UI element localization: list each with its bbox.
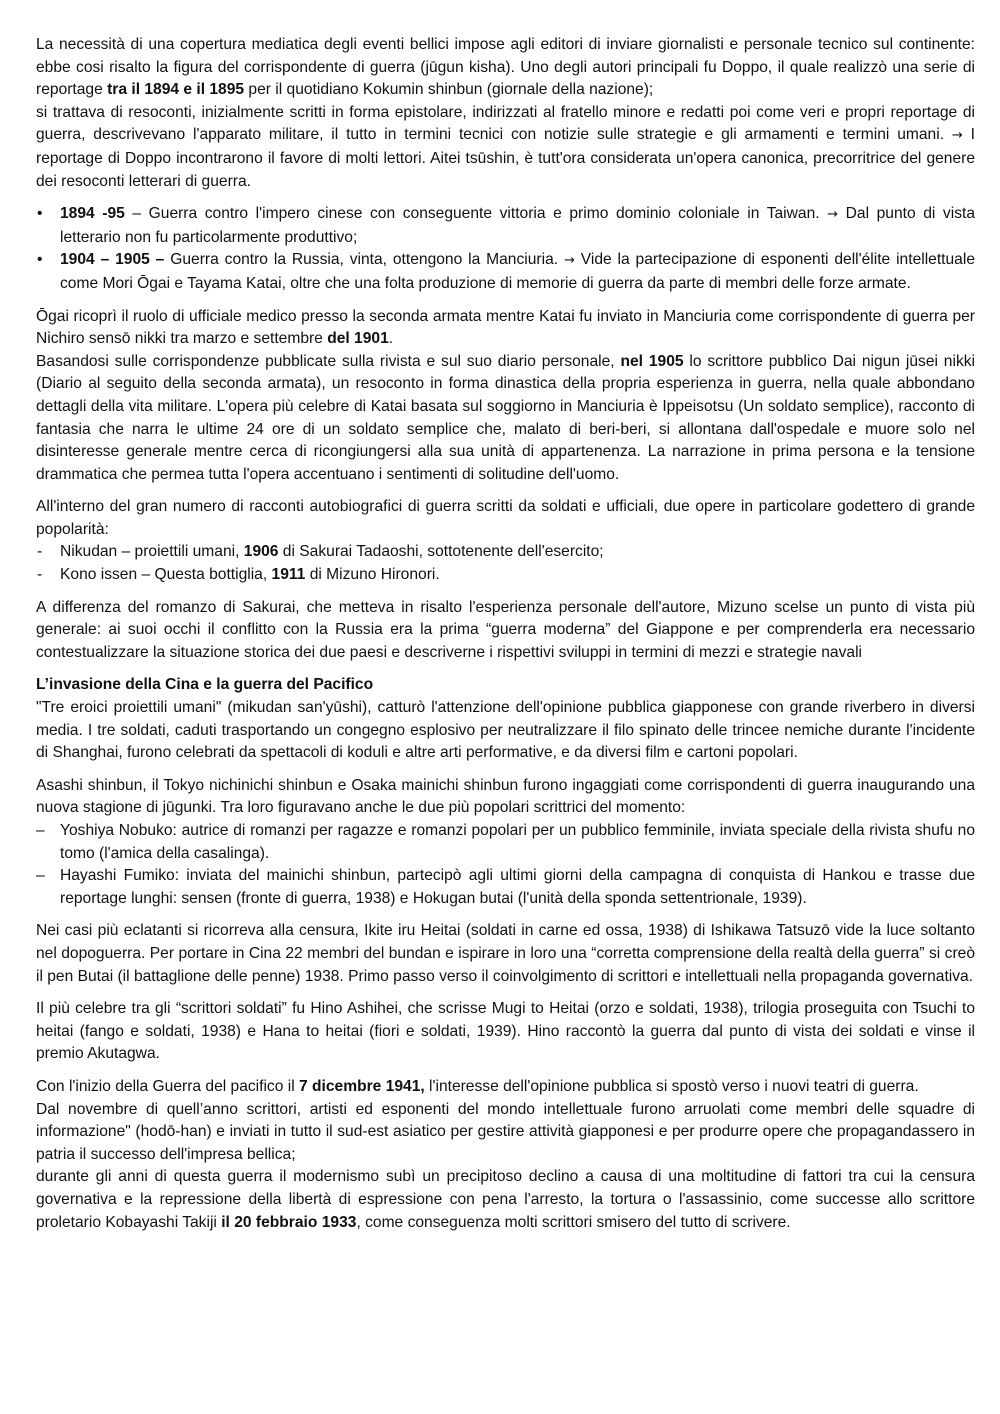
section-heading: L’invasione della Cina e la guerra del Pacifico — [36, 676, 374, 694]
paragraph-mizuno: A differenza del romanzo di Sakurai, che metteva in risalto l'esperienza personale dell'autore, Mizuno scelse un punto di vista più generale: ai suoi occhi il conflitto con la Russia era la prima “guerra moderna” del Giappone e per comprenderla era necessario contestualizzare la situazione storica dei due paesi e descriverne i rispettivi sviluppi in termini di mezzi e strategie navali — [36, 598, 975, 661]
text: per il quotidiano Kokumin shinbun (giornale della nazione); — [244, 81, 654, 99]
bold-year: 1911 — [271, 566, 306, 584]
list-item-hayashi-fumiko: – Hayashi Fumiko: inviata del mainichi shinbun, partecipò agli ultimi giorni della campagna di conquista di Hankou e trasse due reportage lunghi: sensen (fronte di guerra, 1938) e Hokugan butai (l'unità della sponda settentrionale, 1939). — [36, 865, 975, 910]
arrow-icon: → — [563, 253, 575, 269]
paragraph-modernism-decline — [36, 1166, 975, 1234]
works-list — [36, 541, 975, 586]
bold-years: 1894 -95 — [60, 205, 125, 223]
paragraph-autobiographies: All'interno del gran numero di racconti autobiografici di guerra scritti da soldati e ufficiali, due opere in particolare godettero di grande popolarità: — [36, 498, 975, 538]
text: Ōgai ricoprì il ruolo di ufficiale medico presso la seconda armata mentre Katai fu inviato in Manciuria come corrispondente di guerra per Nichiro sensō nikki tra marzo e settembre — [36, 307, 975, 348]
text: Dal punto di vista letterario non fu particolarmente produttivo; — [60, 205, 975, 246]
bold-date: nel 1905 — [620, 352, 684, 370]
bold-date: del 1901 — [327, 330, 389, 348]
paragraph-censorship: Nei casi più eclatanti si ricorreva alla censura, Ikite iru Heitai (soldati in carne ed ossa, 1938) di Ishikawa Tatsuzō vide la luce soltanto nel dopoguerra. Per portare in Cina 22 membri del bundan e ispirare in loro una “corretta comprensione della realtà della guerra” si creò il pen Butai (il battaglione delle penne) 1938. Primo passo verso il coinvolgimento di scrittori e intellettuali nella propaganda governativa. — [36, 922, 975, 985]
paragraph-correspondents-intro — [36, 34, 975, 102]
bold-date: 7 dicembre 1941, — [299, 1077, 425, 1095]
text: durante gli anni di questa guerra il modernismo subì un precipitoso declino a causa di una moltitudine di fattori tra cui la censura governativa e la repressione della libertà di espressione con pena l'arresto, la tortura o l'assassinio, come successe allo scrittore proletario Kobayashi Takiji — [36, 1168, 975, 1231]
writers-list — [36, 820, 975, 910]
list-item-russo-japanese-war — [36, 249, 975, 295]
text: Con l'inizio della Guerra del pacifico il — [36, 1077, 299, 1095]
text: si trattava di resoconti, inizialmente scritti in forma epistolare, indirizzati al fratello minore e redatti poi come veri e propri reportage di guerra, descrivevano l'apparato militare, il tutto in termini tecnici con notizie sulle strategie e gli armamenti e termini umani. — [36, 103, 975, 144]
paragraph-information-squads: Dal novembre di quell’anno scrittori, artisti ed esponenti del mondo intellettuale furono arruolati come membri delle squadre di informazione" (hodō-han) e inviati in tutto il sud-est asiatico per gestire attività giapponesi e per produrre opere che propagandassero in patria il successo dell'impresa bellica; — [36, 1100, 975, 1163]
text: . — [388, 330, 394, 348]
paragraph-doppo-reportage — [36, 102, 975, 193]
text: Vide la partecipazione di esponenti dell'élite intellettuale come Mori Ōgai e Tayama Katai, oltre che una folta produzione di memorie di guerra da parte di membri delle forze armate. — [60, 251, 975, 292]
paragraph-hino-ashihei: Il più celebre tra gli “scrittori soldati” fu Hino Ashihei, che scrisse Mugi to Heitai (orzo e soldati, 1938), trilogia proseguita con Tsuchi to heitai (fango e soldati, 1938) e Hana to heitai (fiori e soldati, 1939). Hino raccontò la guerra dal punto di vista dei soldati e vinse il premio Akutagwa. — [36, 1000, 975, 1063]
text: Guerra contro la Russia, vinta, ottengono la Manciuria. — [164, 251, 564, 269]
bold-date: tra il 1894 e il 1895 — [107, 81, 245, 99]
paragraph-three-heroes: "Tre eroici proiettili umani" (mikudan san'yūshi), catturò l'attenzione dell'opinione pubblica giapponese con grande riverbero in diversi media. I tre soldati, caduti trasportando un congegno esplosivo per neutralizzare il filo spinato delle trincee nemiche durante l'incidente di Shanghai, furono celebrati da spettacoli di koduli e altre arti performative, e da diversi film e cartoni popolari. — [36, 699, 975, 762]
wars-list — [36, 203, 975, 295]
bold-years: 1904 – 1905 – — [60, 251, 165, 269]
paragraph-katai-works — [36, 351, 975, 487]
text: di Sakurai Tadaoshi, sottotenente dell'esercito; — [278, 543, 604, 561]
text: I reportage di Doppo incontrarono il favore di molti lettori. Aitei tsūshin, è tutt'ora considerata un'opera canonica, precorritrice del genere dei resoconti letterari di guerra. — [36, 126, 975, 190]
text: La necessità di una copertura mediatica degli eventi bellici impose agli editori di inviare giornalisti e personale tecnico sul continente: ebbe cosi risalto la figura del corrispondente di guerra (jūgun kisha). Uno degli autori principali fu Doppo, il quale realizzò una serie di reportage — [36, 36, 975, 99]
arrow-icon: → — [951, 128, 963, 144]
text: di Mizuno Hironori. — [305, 566, 440, 584]
text: – Guerra contro l'impero cinese con conseguente vittoria e primo dominio coloniale in Taiwan. — [124, 205, 828, 223]
text: Nikudan – proiettili umani, — [60, 543, 244, 561]
text: l'interesse dell'opinione pubblica si spostò verso i nuovi teatri di guerra. — [424, 1077, 919, 1095]
list-item-yoshiya-nobuko: – Yoshiya Nobuko: autrice di romanzi per ragazze e romanzi popolari per un pubblico femminile, inviata speciale della rivista shufu no tomo (l'amica della casalinga). — [36, 820, 975, 865]
bold-year: 1906 — [243, 543, 279, 561]
bold-date: il 20 febbraio 1933 — [221, 1213, 357, 1231]
paragraph-newspapers: Asashi shinbun, il Tokyo nichinichi shinbun e Osaka mainichi shinbun furono ingaggiati come corrispondenti di guerra inaugurando una nuova stagione di jūgunki. Tra loro figuravano anche le due più popolari scrittrici del momento: — [36, 776, 975, 817]
list-item-nikudan — [36, 541, 975, 564]
arrow-icon: → — [827, 207, 839, 223]
text: Basandosi sulle corrispondenze pubblicate sulla rivista e sul suo diario personale, — [36, 352, 621, 370]
list-item-sino-japanese-war — [36, 203, 975, 249]
text: lo scrittore pubblico Dai nigun jūsei nikki (Diario al seguito della seconda armata), un resoconto in forma dinastica della propria esperienza in guerra, nella quale abbondano dettagli della vita militare. L'opera più celebre di Katai basata sul soggiorno in Manciuria è Ippeisotsu (Un soldato semplice), racconto di fantasia che narra le ultime 24 ore di un soldato semplice che, malato di beri-beri, si allontana dall'ospedale e muore solo nel disinteresse generale mentre cerca di ricongiungersi alla sua unità di appartenenza. La narrazione in prima persona e la tensione drammatica che permea tutta l'opera accentuano i sentimenti di solitudine dell'uomo. — [36, 352, 975, 483]
paragraph-ogai-katai — [36, 306, 975, 351]
list-item-kono-issen — [36, 564, 975, 587]
text: , come conseguenza molti scrittori smisero del tutto di scrivere. — [356, 1213, 791, 1231]
text: Kono issen – Questa bottiglia, — [60, 566, 272, 584]
paragraph-pacific-war — [36, 1076, 975, 1099]
